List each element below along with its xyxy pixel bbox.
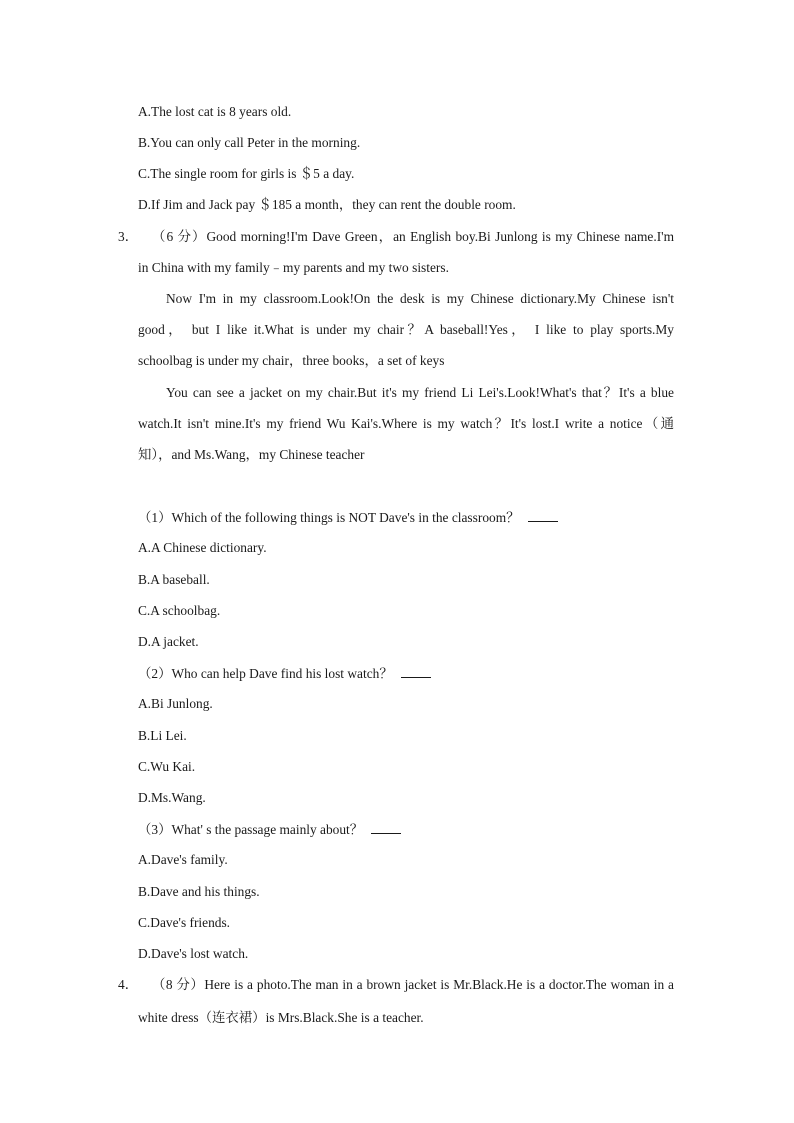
q3-sub1-option-a: A.A Chinese dictionary. — [138, 540, 267, 555]
q3-sub2-option-d: D.Ms.Wang. — [138, 790, 206, 805]
answer-blank[interactable] — [401, 665, 431, 678]
q4-number: 4． — [118, 977, 139, 992]
q3-para2-line1: Now I'm in my classroom.Look!On the desk is my Chinese dictionary.My Chinese isn't — [166, 291, 674, 306]
q2-option-d: D.If Jim and Jack pay ＄185 a month，they can rent the double room. — [138, 197, 516, 212]
q2-option-c: C.The single room for girls is ＄5 a day. — [138, 166, 355, 181]
q4-line1: （8 分）Here is a photo.The man in a brown jacket is Mr.Black.He is a doctor.The woman in a — [152, 977, 674, 992]
q3-sub1-question — [138, 509, 558, 526]
q3-sub3-option-b: B.Dave and his things. — [138, 884, 260, 899]
q3-sub3-option-c: C.Dave's friends. — [138, 915, 231, 930]
q3-sub2-option-b: B.Li Lei. — [138, 728, 187, 743]
q2-option-b: B.You can only call Peter in the morning. — [138, 135, 361, 150]
q3-sub3-option-a: A.Dave's family. — [138, 852, 228, 867]
q3-para3-line2: watch.It isn't mine.It's my friend Wu Kai's.Where is my watch？It's lost.I write a notice（通 — [138, 416, 674, 431]
q3-sub1-option-b: B.A baseball. — [138, 572, 210, 587]
q3-para2-line3: schoolbag is under my chair，three books，a set of keys — [138, 353, 445, 368]
q3-sub1-option-d: D.A jacket. — [138, 634, 199, 649]
q3-sub1-question-text: （1）Which of the following things is NOT Dave's in the classroom？ — [138, 510, 520, 525]
q3-sub2-question-text: （2）Who can help Dave find his lost watch？ — [138, 666, 393, 681]
q3-sub3-question-text: （3）What' s the passage mainly about？ — [138, 822, 364, 837]
q3-para3-line3: 知），and Ms.Wang，my Chinese teacher — [138, 447, 365, 462]
q3-para1-line1: （6 分）Good morning!I'm Dave Green，an English boy.Bi Junlong is my Chinese name.I'm — [152, 229, 674, 244]
q3-sub2-question — [138, 665, 431, 682]
q3-number: 3． — [118, 229, 139, 244]
q3-sub2-option-c: C.Wu Kai. — [138, 759, 196, 774]
q2-option-a: A.The lost cat is 8 years old. — [138, 104, 292, 119]
answer-blank[interactable] — [371, 821, 401, 834]
q3-para3-line1: You can see a jacket on my chair.But it's my friend Li Lei's.Look!What's that？It's a blue — [166, 385, 674, 400]
q3-sub1-option-c: C.A schoolbag. — [138, 603, 221, 618]
q3-sub3-question — [138, 821, 401, 838]
q3-para2-line2: good， but I like it.What is under my chair？A baseball!Yes， I like to play sports.My — [138, 322, 674, 337]
q3-sub3-option-d: D.Dave's lost watch. — [138, 946, 249, 961]
q3-para1-line2: in China with my family﹣my parents and my two sisters. — [138, 260, 449, 275]
q3-sub2-option-a: A.Bi Junlong. — [138, 696, 213, 711]
q4-line2: white dress（连衣裙）is Mrs.Black.She is a teacher. — [138, 1010, 424, 1025]
answer-blank[interactable] — [528, 509, 558, 522]
